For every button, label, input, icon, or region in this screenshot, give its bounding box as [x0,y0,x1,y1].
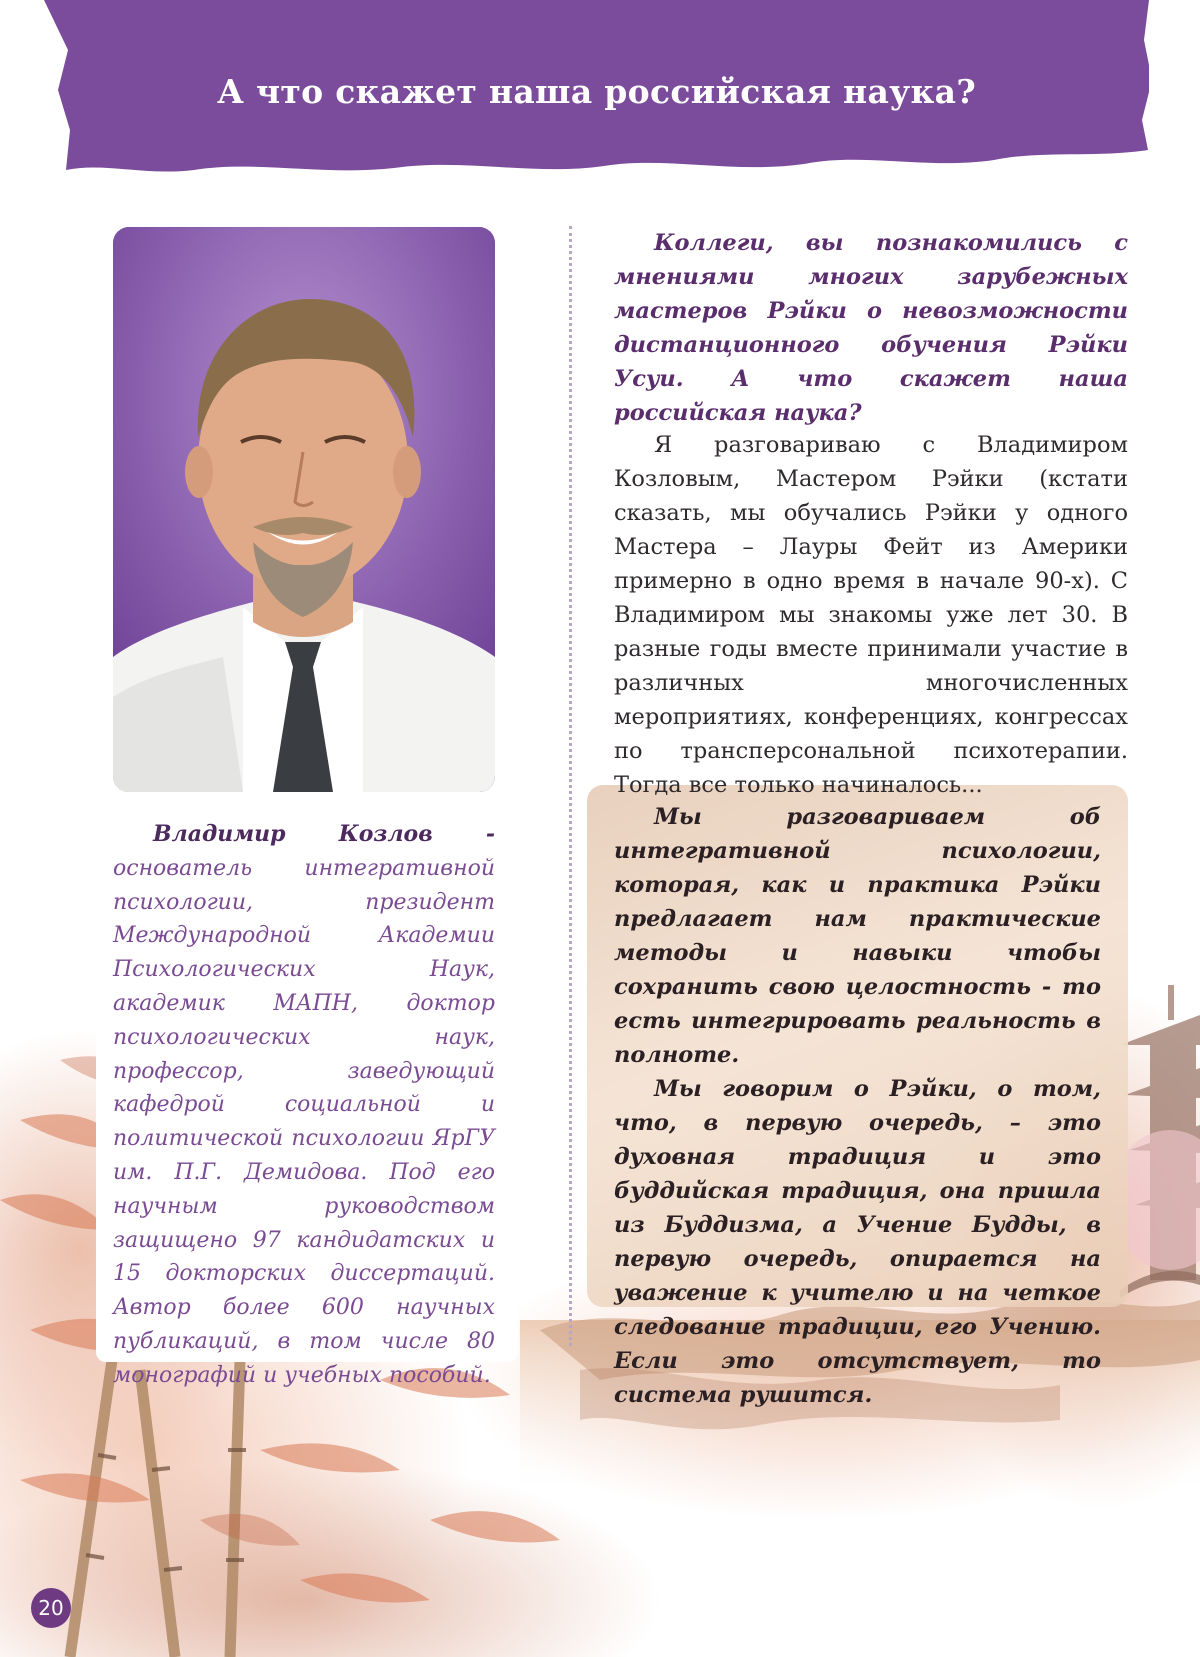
column-divider [569,226,572,1346]
header-banner [44,0,1149,176]
portrait-illustration [113,227,495,792]
bio-name: Владимир Козлов - [153,821,495,847]
page-number: 20 [31,1588,71,1628]
body-paragraph: Я разговариваю с Владимиром Козловым, Мастером Рэйки (кстати сказать, мы обучались Рэйки у одного Мастера – Лауры Фейт из Америки примерно в одно время в начале 90-х). С Владимиром мы знакомы уже лет 30. В разные годы вместе принимали участие в различных многочисленных мероприятиях, конференциях, конгрессах по трансперсональной психотерапии. Тогда все только начиналось... [614,432,1128,798]
quote-paragraph-2: Мы говорим о Рэйки, о том, что, в первую очередь, – это духовная традиция и это буддийская традиция, она пришла из Буддизма, а Учение Будды, в первую очередь, опирается на уважение к учителю и на четкое следование традиции, его Учению. Если это отсутствует, то система рушится. [614,1076,1101,1408]
intro-paragraph: Коллеги, вы познакомились с мнениями многих зарубежных мастеров Рэйки о невозможности дистанционного обучения Рэйки Усуи. А что скажет наша российская наука? [614,230,1128,426]
bio-description: основатель интегративной психологии, президент Международной Академии Психологических Наук, академик МАПН, доктор психологических наук, профессор, заведующий кафедрой социальной и политической психологии ЯрГУ им. П.Г. Демидова. Под его научным руководством защищено 97 кандидатских и 15 докторских диссертаций. Автор более 600 научных публикаций, в том числе 80 монографий и учебных пособий. [113,855,495,1388]
quote-text [614,800,1101,1412]
portrait-photo [113,227,495,792]
quote-paragraph-1: Мы разговариваем об интегративной психологии, которая, как и практика Рэйки предлагает нам практические методы и навыки чтобы сохранить свою целостность - то есть интегрировать реальность в полноте. [614,804,1101,1068]
bio-text [113,818,495,1393]
page-title: А что скажет наша российская наука? [216,72,976,111]
